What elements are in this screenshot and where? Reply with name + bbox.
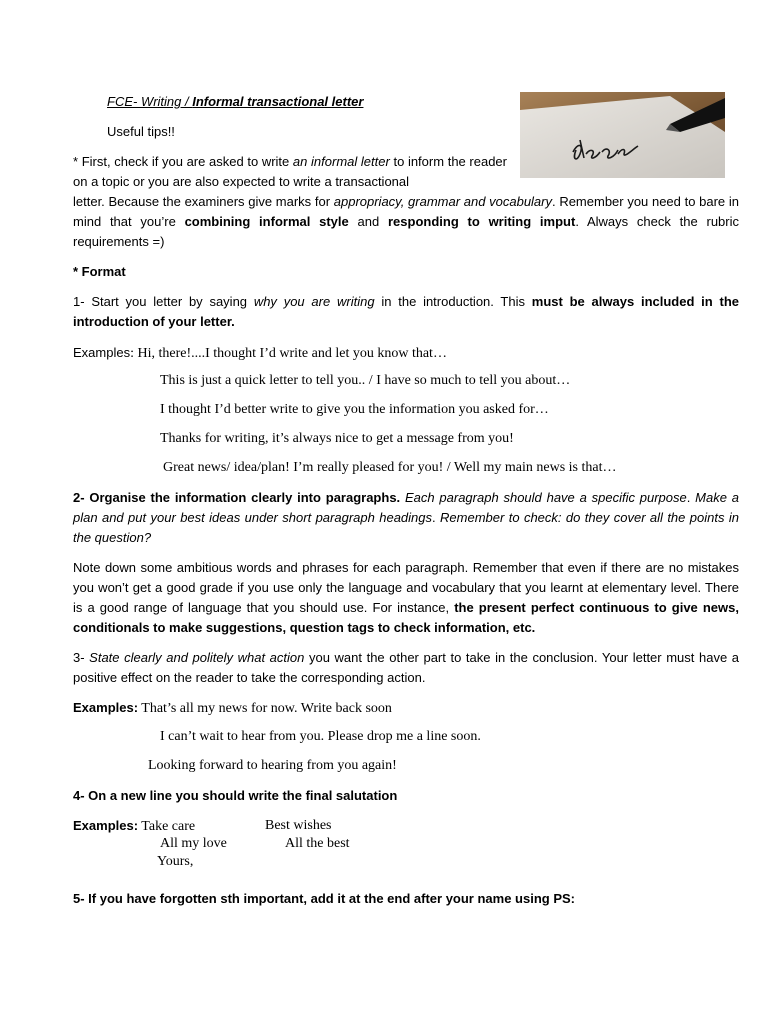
example-4-all-the-best: All the best [285, 836, 350, 851]
page-title [107, 94, 363, 109]
example-3-line-2: I can’t wait to hear from you. Please drop me a line soon. [160, 729, 481, 744]
example-3-line-1: Examples: That’s all my news for now. Write back soon [73, 700, 392, 716]
example-4-all-my-love: All my love [160, 836, 227, 851]
example-1-line-3: I thought I’d better write to give you the information you asked for… [160, 402, 549, 417]
section-4: 4- On a new line you should write the final salutation [73, 788, 398, 803]
example-4-line-1: Examples: Take care [73, 818, 196, 834]
examples-label: Examples: [73, 700, 139, 715]
pen-writing-image [520, 92, 725, 178]
format-heading: * Format [73, 264, 126, 279]
examples-label: Examples: [73, 818, 139, 833]
example-1-line-4: Thanks for writing, it’s always nice to get a message from you! [160, 431, 514, 446]
useful-tips-heading: Useful tips!! [107, 124, 175, 139]
note-paragraph: Note down some ambitious words and phrases for each paragraph. Remember that even if there are no mistakes you won’t get a good grade if you use only the language and vocabulary that you learnt at elementary level. There is a good range of language that you should use. For instance, the present perfect continuous to give news, conditionals to make suggestions, question tags to check information, etc. [73, 560, 739, 635]
intro-paragraph-2: letter. Because the examiners give marks for appropriacy, grammar and vocabulary. Remember you need to bare in mind that you’re combining informal style and responding to writing imput. Always check the rubric requirements =) [73, 194, 740, 249]
examples-label: Examples [73, 345, 131, 360]
example-4-yours: Yours, [157, 854, 194, 869]
section-1: 1- Start you letter by saying why you are writing in the introduction. This must be always included in the introduction of your letter. [73, 294, 739, 329]
example-1-line-2: This is just a quick letter to tell you.. / I have so much to tell you about… [160, 373, 571, 388]
example-1-line-5: Great news/ idea/plan! I’m really pleased for you! / Well my main news is that… [163, 460, 617, 475]
section-3: 3- State clearly and politely what action you want the other part to take in the conclusion. Your letter must have a positive effect on the reader to take the corresponding action. [73, 650, 739, 685]
section-5: 5- If you have forgotten sth important, add it at the end after your name using PS: [73, 891, 575, 906]
title-prefix: FCE- Writing / [107, 94, 193, 109]
example-4-best-wishes: Best wishes [265, 818, 332, 833]
section-2: 2- Organise the information clearly into paragraphs. Each paragraph should have a specific purpose. Make a plan and put your best ideas under short paragraph headings. Remember to check: do they cover all the points in the question? [73, 490, 739, 545]
letter-photo [520, 92, 725, 178]
intro-paragraph-1: * First, check if you are asked to write an informal letter to inform the reader on a topic or you are also expected to write a transactional [73, 154, 507, 189]
example-3-line-3: Looking forward to hearing from you again! [148, 758, 397, 773]
title-main: Informal transactional letter [192, 94, 364, 109]
example-1-line-1: Examples: Hi, there!....I thought I’d write and let you know that… [73, 345, 447, 361]
